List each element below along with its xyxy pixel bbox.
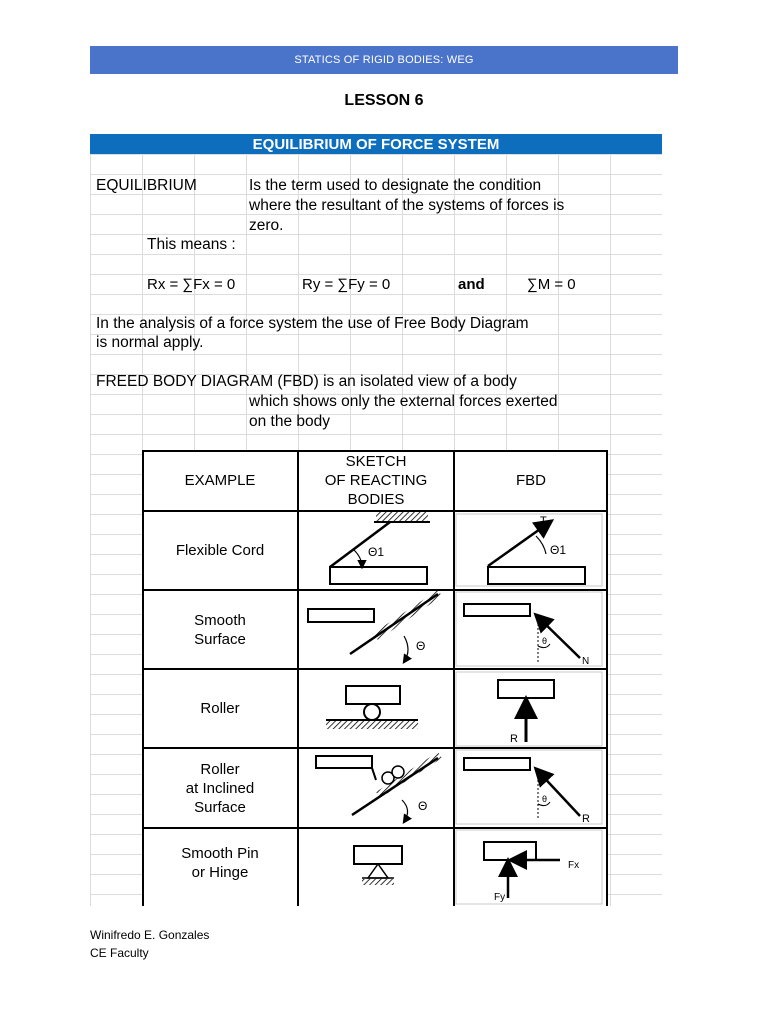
sheet-title: EQUILIBRIUM OF FORCE SYSTEM (90, 134, 662, 154)
header-example: EXAMPLE (184, 471, 256, 489)
fbd-table (142, 450, 608, 906)
roller-reaction-label: R (510, 733, 518, 745)
definition-line-2: where the resultant of the systems of forces is (249, 197, 565, 214)
row-label-smooth-pin: Smooth Pin or Hinge (181, 845, 259, 881)
header-sketch: SKETCH OF REACTING BODIES (324, 452, 428, 508)
normal-force-label: N (582, 656, 590, 667)
normal-angle-label: θ (542, 636, 548, 646)
smooth-surface-sketch (308, 590, 442, 662)
header-fbd: FBD (516, 471, 546, 489)
header-title: STATICS OF RIGID BODIES: WEG (294, 54, 474, 66)
row-label-flexible-cord: Flexible Cord (175, 541, 265, 559)
smooth-pin-fbd (484, 842, 579, 903)
inclined-angle-label: θ (542, 794, 548, 804)
fbd-angle-label: Θ1 (550, 543, 567, 557)
page-footer (90, 926, 209, 962)
definition-line-3: zero. (249, 217, 284, 234)
flexible-cord-angle: Θ1 (368, 545, 385, 559)
equation-ry: Ry = ∑Fy = 0 (302, 276, 391, 293)
row-label-smooth-surface: Smooth Surface (194, 611, 246, 648)
roller-inclined-sketch (316, 752, 442, 822)
fbd-definition-line-1: FREED BODY DIAGRAM (FBD) is an isolated view of a body (96, 373, 517, 390)
row-label-roller: Roller (200, 700, 240, 717)
diagram-sketches (142, 450, 608, 906)
analysis-line-1: In the analysis of a force system the use of Free Body Diagram (96, 315, 529, 332)
hinge-fx-label: Fx (568, 860, 580, 871)
smooth-surface-fbd (464, 604, 589, 667)
smooth-surface-angle: Θ (416, 639, 426, 653)
row-label-roller-inclined: Roller at Inclined Surface (185, 760, 255, 816)
worksheet-image (90, 134, 662, 906)
analysis-line-2: is normal apply. (96, 334, 204, 351)
equation-moment: ∑M = 0 (527, 276, 576, 293)
page-header (90, 46, 678, 74)
flexible-cord-fbd (488, 515, 585, 584)
roller-sketch (326, 686, 418, 729)
roller-inclined-angle: Θ (418, 799, 428, 813)
author-name: Winifredo E. Gonzales (90, 928, 210, 942)
author-role: CE Faculty (90, 946, 149, 960)
lesson-title: LESSON 6 (344, 92, 424, 109)
tension-label: T (540, 515, 547, 527)
fbd-definition-line-3: on the body (249, 413, 331, 430)
this-means-text: This means : (147, 236, 236, 253)
roller-fbd (498, 680, 554, 745)
smooth-pin-sketch (354, 846, 402, 885)
hinge-fy-label: Fy (494, 892, 506, 903)
roller-inclined-fbd (464, 758, 590, 825)
equilibrium-term: EQUILIBRIUM (96, 177, 197, 194)
equation-rx: Rx = ∑Fx = 0 (147, 276, 236, 293)
definition-line-1: Is the term used to designate the condition (249, 177, 542, 194)
inclined-reaction-label: R (582, 813, 590, 825)
equation-and: and (458, 276, 485, 293)
flexible-cord-sketch (330, 512, 430, 584)
fbd-definition-line-2: which shows only the external forces exerted (249, 393, 558, 410)
